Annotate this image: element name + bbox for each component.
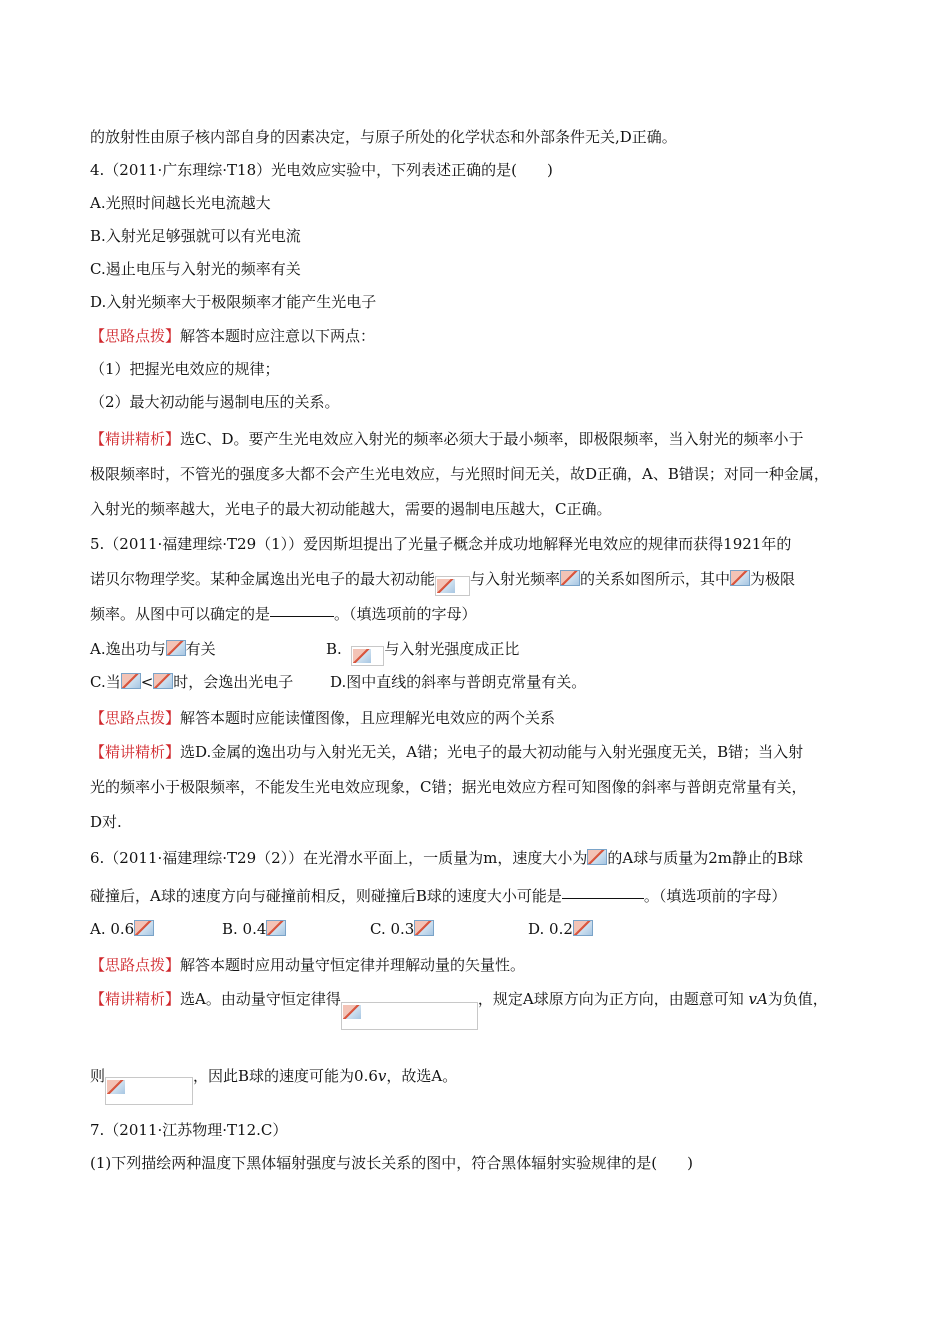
answer-line: 光的频率小于极限频率，不能发生光电效应现象，C错；据光电效应方程可知图像的斜率与普朗克常量有关，: [90, 778, 807, 796]
answer-line: [90, 989, 828, 1030]
formula-icon: [266, 920, 286, 936]
text-span: 为极限: [750, 570, 796, 588]
hint-line: [90, 326, 375, 346]
formula-icon: [573, 920, 593, 936]
hint-text: 解答本题时应能读懂图像，且应理解光电效应的两个关系: [180, 709, 556, 727]
option-d: D.入射光频率大于极限频率才能产生光电子: [90, 293, 377, 311]
text-span: 。（填选项前的字母）: [643, 887, 787, 905]
answer-label: 【精讲精析】: [90, 990, 181, 1008]
question-7-title: 7.（2011·江苏物理·T12.C）: [90, 1121, 288, 1139]
formula-icon: [414, 920, 434, 936]
text-span: <: [140, 673, 154, 691]
formula-icon: [587, 849, 607, 865]
text-line: 的放射性由原子核内部自身的因素决定，与原子所处的化学状态和外部条件无关,D正确。: [90, 128, 677, 146]
option-c: [90, 672, 293, 692]
text-span: 的关系如图所示，其中: [580, 570, 731, 588]
question-7-part-1: (1)下列描绘两种温度下黑体辐射强度与波长关系的图中，符合黑体辐射实验规律的是( ): [90, 1154, 693, 1172]
option-a: A.光照时间越长光电流越大: [90, 194, 271, 212]
text-span: A. 0.6: [90, 920, 135, 938]
formula-icon: [153, 673, 173, 689]
answer-line: [90, 429, 804, 449]
answer-line: 入射光的频率越大，光电子的最大初动能越大，需要的遏制电压越大，C正确。: [90, 500, 612, 518]
option-b: B.入射光足够强就可以有光电流: [90, 227, 301, 245]
answer-blank: [270, 616, 334, 617]
formula-icon: [107, 1080, 125, 1094]
answer-blank: [562, 898, 644, 899]
hint-text: 解答本题时应注意以下两点：: [180, 327, 376, 345]
hint-label: 【思路点拨】: [90, 956, 181, 974]
text-span: 有关: [185, 640, 216, 658]
option-c: C.遏止电压与入射光的频率有关: [90, 260, 301, 278]
hint-line: [90, 955, 525, 975]
text-span: 则: [90, 1067, 106, 1085]
formula-icon: [134, 920, 154, 936]
text-span: ，故选A。: [386, 1067, 458, 1085]
text-span: ，因此B球的速度可能为0.6: [193, 1067, 378, 1085]
answer-line: D对.: [90, 813, 122, 831]
formula-icon: [730, 570, 750, 586]
formula-image: [105, 1077, 193, 1105]
option-a: [90, 919, 154, 939]
question-5-title: 5.（2011·福建理综·T29（1））爱因斯坦提出了光量子概念并成功地解释光电效应的规律而获得1921年的: [90, 535, 792, 553]
question-4-title: 4.（2011·广东理综·T18）光电效应实验中，下列表述正确的是( ): [90, 161, 553, 179]
text-span: B.: [326, 640, 342, 658]
formula-icon: [343, 1005, 361, 1019]
text-span: 频率。从图中可以确定的是: [90, 605, 271, 623]
text-span: 的A球与质量为2m静止的B球: [607, 849, 804, 867]
question-5-line: [90, 604, 477, 624]
option-d: [528, 919, 593, 939]
question-6-title: [90, 848, 803, 868]
text-span: B. 0.4: [222, 920, 267, 938]
option-d: D.图中直线的斜率与普朗克常量有关。: [330, 673, 587, 691]
formula-image: [435, 576, 470, 596]
formula-image: [341, 1002, 478, 1030]
formula-icon: [437, 579, 455, 593]
text-span: ，规定A球原方向为正方向，由题意可知: [477, 990, 749, 1008]
variable: vA: [748, 990, 768, 1008]
answer-text: 选A。由动量守恒定律得: [180, 990, 341, 1008]
hint-point-1: （1）把握光电效应的规律；: [90, 360, 280, 378]
hint-line: [90, 708, 555, 728]
text-span: 6.（2011·福建理综·T29（2））在光滑水平面上，一质量为m，速度大小为: [90, 849, 588, 867]
text-span: 时，会逸出光电子: [173, 673, 294, 691]
hint-text: 解答本题时应用动量守恒定律并理解动量的矢量性。: [180, 956, 526, 974]
formula-icon: [121, 673, 141, 689]
text-span: 碰撞后，A球的速度方向与碰撞前相反，则碰撞后B球的速度大小可能是: [90, 887, 562, 905]
answer-line: [90, 1066, 457, 1105]
text-span: C. 0.3: [370, 920, 415, 938]
formula-image: [351, 646, 384, 666]
answer-label: 【精讲精析】: [90, 430, 181, 448]
text-span: 为负值，: [767, 990, 828, 1008]
answer-line: 极限频率时，不管光的强度多大都不会产生光电效应，与光照时间无关，故D正确，A、B错误；对同一种金属，: [90, 465, 829, 483]
formula-icon: [353, 649, 371, 663]
text-span: D. 0.2: [528, 920, 573, 938]
hint-point-2: （2）最大初动能与遏制电压的关系。: [90, 393, 340, 411]
hint-label: 【思路点拨】: [90, 327, 181, 345]
option-row: [90, 639, 216, 659]
option-a: A.逸出功与: [90, 640, 166, 658]
question-6-line: [90, 886, 786, 906]
answer-line: [90, 742, 803, 762]
answer-label: 【精讲精析】: [90, 743, 181, 761]
text-span: 。（填选项前的字母）: [334, 605, 477, 623]
text-span: C.当: [90, 673, 121, 691]
text-span: 与入射光频率: [470, 570, 561, 588]
text-span: 与入射光强度成正比: [384, 640, 520, 658]
question-5-line: [90, 569, 795, 596]
text-span: 诺贝尔物理学奖。某种金属逸出光电子的最大初动能: [90, 570, 436, 588]
formula-icon: [560, 570, 580, 586]
answer-text: 选C、D。要产生光电效应入射光的频率必须大于最小频率，即极限频率，当入射光的频率小于: [180, 430, 804, 448]
hint-label: 【思路点拨】: [90, 709, 181, 727]
option-b: [222, 919, 286, 939]
formula-icon: [166, 640, 186, 656]
variable: v: [377, 1067, 387, 1085]
answer-text: 选D.金属的逸出功与入射光无关，A错；光电子的最大初动能与入射光强度无关，B错；当入射: [180, 743, 804, 761]
option-b: [326, 639, 519, 666]
option-c: [370, 919, 434, 939]
